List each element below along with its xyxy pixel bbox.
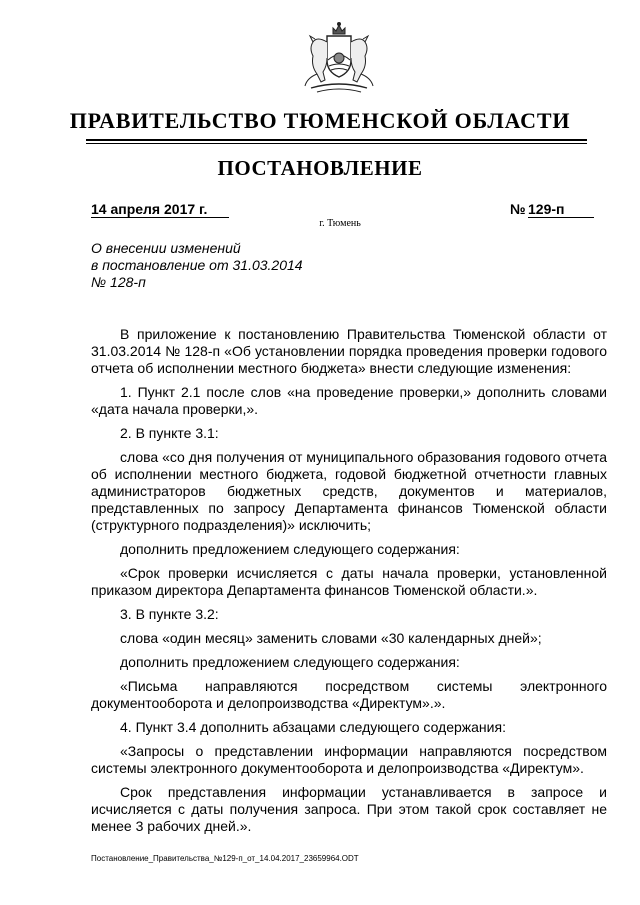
body-paragraph: Срок представления информации устанавливается в запросе и исчисляется с даты получения запроса. При этом такой срок составляет не менее 3 рабочих дней.». (91, 784, 607, 834)
city-name: г. Тюмень (319, 218, 361, 229)
body-paragraph: дополнить предложением следующего содержания: (120, 654, 460, 670)
body-paragraph: «Письма направляются посредством системы электронного документооборота и делопроизводства «Директум».». (91, 678, 607, 711)
coat-of-arms-icon (297, 20, 381, 100)
subject-line: в постановление от 31.03.2014 (91, 257, 303, 273)
subject-line: О внесении изменений (91, 240, 241, 256)
body-paragraph: «Срок проверки исчисляется с даты начала проверки, установленной приказом директора Департамента финансов Тюменской области.». (91, 565, 607, 598)
government-title: ПРАВИТЕЛЬСТВО ТЮМЕНСКОЙ ОБЛАСТИ (69, 108, 571, 133)
body-paragraph: 2. В пункте 3.1: (120, 425, 219, 441)
body-paragraph: 3. В пункте 3.2: (120, 606, 219, 622)
subject-line: № 128-п (91, 274, 146, 290)
body-paragraph: слова «один месяц» заменить словами «30 календарных дней»; (120, 630, 542, 646)
document-number-label: № (510, 201, 526, 217)
header-rule-thin (86, 143, 587, 144)
header-rule-thick (86, 139, 587, 141)
document-type-title: ПОСТАНОВЛЕНИЕ (217, 156, 423, 180)
body-paragraph: «Запросы о представлении информации направляются посредством системы электронного документооборота и делопроизводства «Директум». (91, 743, 607, 776)
body-paragraph: 1. Пункт 2.1 после слов «на проведение проверки,» дополнить словами «дата начала проверки,». (91, 384, 607, 417)
footer-filename: Постановление_Правительства_№129-п_от_14.04.2017_23659964.ODT (91, 854, 359, 863)
body-paragraph: В приложение к постановлению Правительства Тюменской области от 31.03.2014 № 128-п «Об установлении порядка проведения проверки годового отчета об исполнении местного бюджета» внести следующие изменения: (91, 326, 607, 376)
document-body (91, 326, 607, 835)
document-number: 129-п (528, 202, 594, 218)
document-date: 14 апреля 2017 г. (91, 202, 229, 218)
body-paragraph: слова «со дня получения от муниципального образования годового отчета об исполнении местного бюджета, годовой бюджетной отчетности главных администраторов бюджетных средств, документов и материалов, представленных по запросу Департамента финансов Тюменской области (структурного подразделения)» исключить; (91, 449, 607, 533)
body-paragraph: дополнить предложением следующего содержания: (120, 541, 460, 557)
body-paragraph: 4. Пункт 3.4 дополнить абзацами следующего содержания: (120, 719, 506, 735)
document-subject (91, 240, 303, 291)
